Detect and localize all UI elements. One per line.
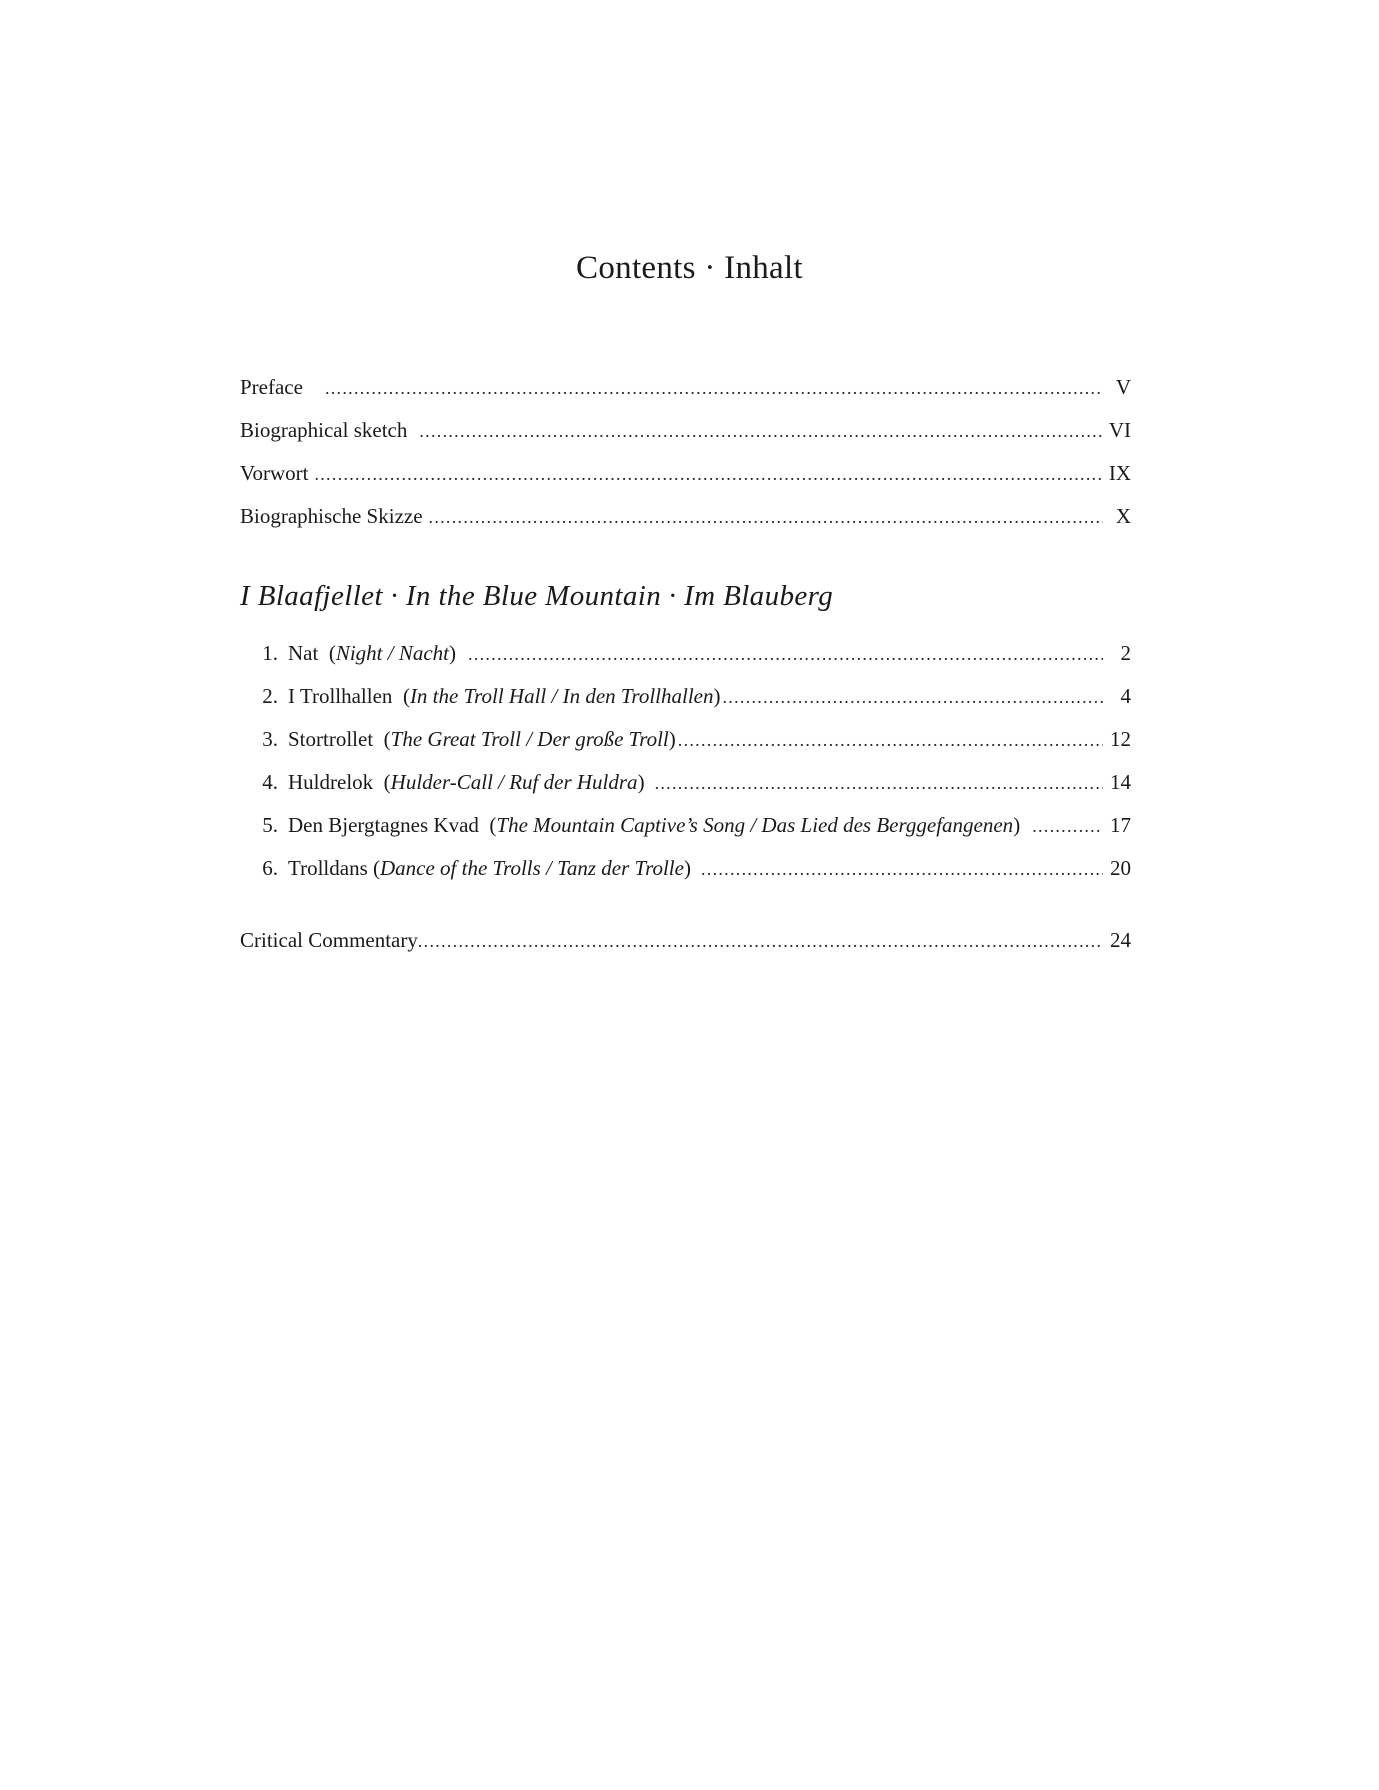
toc-entry-vorwort[interactable]	[240, 460, 1131, 486]
toc-entry-page: VI	[1108, 418, 1131, 442]
toc-entry-label: 4. Huldrelok (Hulder-Call / Ruf der Huldra)	[250, 769, 645, 795]
item-number: 2.	[262, 684, 278, 708]
dot-leader	[722, 684, 1103, 710]
item-translation: Dance of the Trolls / Tanz der Trolle	[380, 856, 684, 880]
item-translation: Night / Nacht	[335, 641, 450, 665]
toc-entry-work[interactable]	[240, 769, 1131, 795]
toc-entry-page: 12	[1110, 727, 1131, 751]
toc-entry-page: X	[1115, 504, 1131, 528]
section-heading: I Blaafjellet · In the Blue Mountain · Im Blauberg	[240, 580, 834, 612]
item-translation: The Great Troll / Der große Troll	[390, 727, 669, 751]
toc-entry-work[interactable]	[240, 683, 1131, 709]
toc-entry-page: 17	[1110, 813, 1131, 837]
item-number: 3.	[262, 727, 278, 751]
item-title: Nat	[288, 641, 319, 665]
item-translation: In the Troll Hall / In den Trollhallen	[409, 684, 714, 708]
toc-entry-label: 3. Stortrollet (The Great Troll / Der große Troll)	[250, 726, 676, 752]
toc-entry-page: V	[1115, 375, 1131, 399]
toc-entry-page: 24	[1110, 928, 1131, 952]
dot-leader	[468, 641, 1103, 667]
dot-leader	[655, 770, 1103, 796]
dot-leader	[429, 504, 1103, 530]
item-translation: Hulder-Call / Ruf der Huldra	[390, 770, 638, 794]
item-title: Trolldans	[288, 856, 368, 880]
dot-leader	[418, 928, 1103, 954]
item-number: 6.	[262, 856, 278, 880]
toc-entry-label: Biographische Skizze	[240, 504, 423, 528]
toc-entry-page: 14	[1110, 770, 1131, 794]
toc-entry-page: 4	[1120, 684, 1131, 708]
toc-entry-preface[interactable]	[240, 374, 1131, 400]
toc-entry-work[interactable]	[240, 640, 1131, 666]
toc-entry-label: 6. Trolldans (Dance of the Trolls / Tanz der Trolle)	[250, 855, 691, 881]
item-title: I Trollhallen	[288, 684, 393, 708]
item-title: Den Bjergtagnes Kvad	[288, 813, 479, 837]
page-title: Contents · Inhalt	[576, 250, 803, 286]
toc-entry-work[interactable]	[240, 812, 1131, 838]
dot-leader	[419, 418, 1102, 444]
toc-entry-biographical-sketch[interactable]	[240, 417, 1131, 443]
dot-leader	[678, 727, 1103, 753]
toc-entry-label: 1. Nat (Night / Nacht)	[250, 640, 456, 666]
toc-entry-page: 2	[1120, 641, 1131, 665]
item-number: 5.	[262, 813, 278, 837]
dot-leader	[314, 461, 1102, 487]
toc-entry-work[interactable]	[240, 855, 1131, 881]
item-number: 1.	[262, 641, 278, 665]
item-title: Stortrollet	[288, 727, 374, 751]
toc-entry-label: Critical Commentary	[240, 928, 418, 952]
dot-leader	[325, 375, 1103, 401]
item-title: Huldrelok	[288, 770, 374, 794]
item-translation: The Mountain Captive’s Song / Das Lied des Berggefangenen	[496, 813, 1014, 837]
toc-entry-label: Biographical sketch	[240, 418, 408, 442]
toc-entry-page: 20	[1110, 856, 1131, 880]
toc-entry-page: IX	[1108, 461, 1131, 485]
toc-entry-work[interactable]	[240, 726, 1131, 752]
toc-entry-critical-commentary[interactable]	[240, 927, 1131, 953]
toc-entry-label: Vorwort	[240, 461, 309, 485]
toc-entry-label: 5. Den Bjergtagnes Kvad (The Mountain Captive’s Song / Das Lied des Berggefangenen)	[250, 812, 1020, 838]
toc-entry-biographische-skizze[interactable]	[240, 503, 1131, 529]
toc-entry-label: 2. I Trollhallen (In the Troll Hall / In den Trollhallen)	[250, 683, 720, 709]
dot-leader	[1032, 813, 1103, 839]
dot-leader	[701, 856, 1103, 882]
toc-entry-label: Preface	[240, 375, 303, 399]
item-number: 4.	[262, 770, 278, 794]
